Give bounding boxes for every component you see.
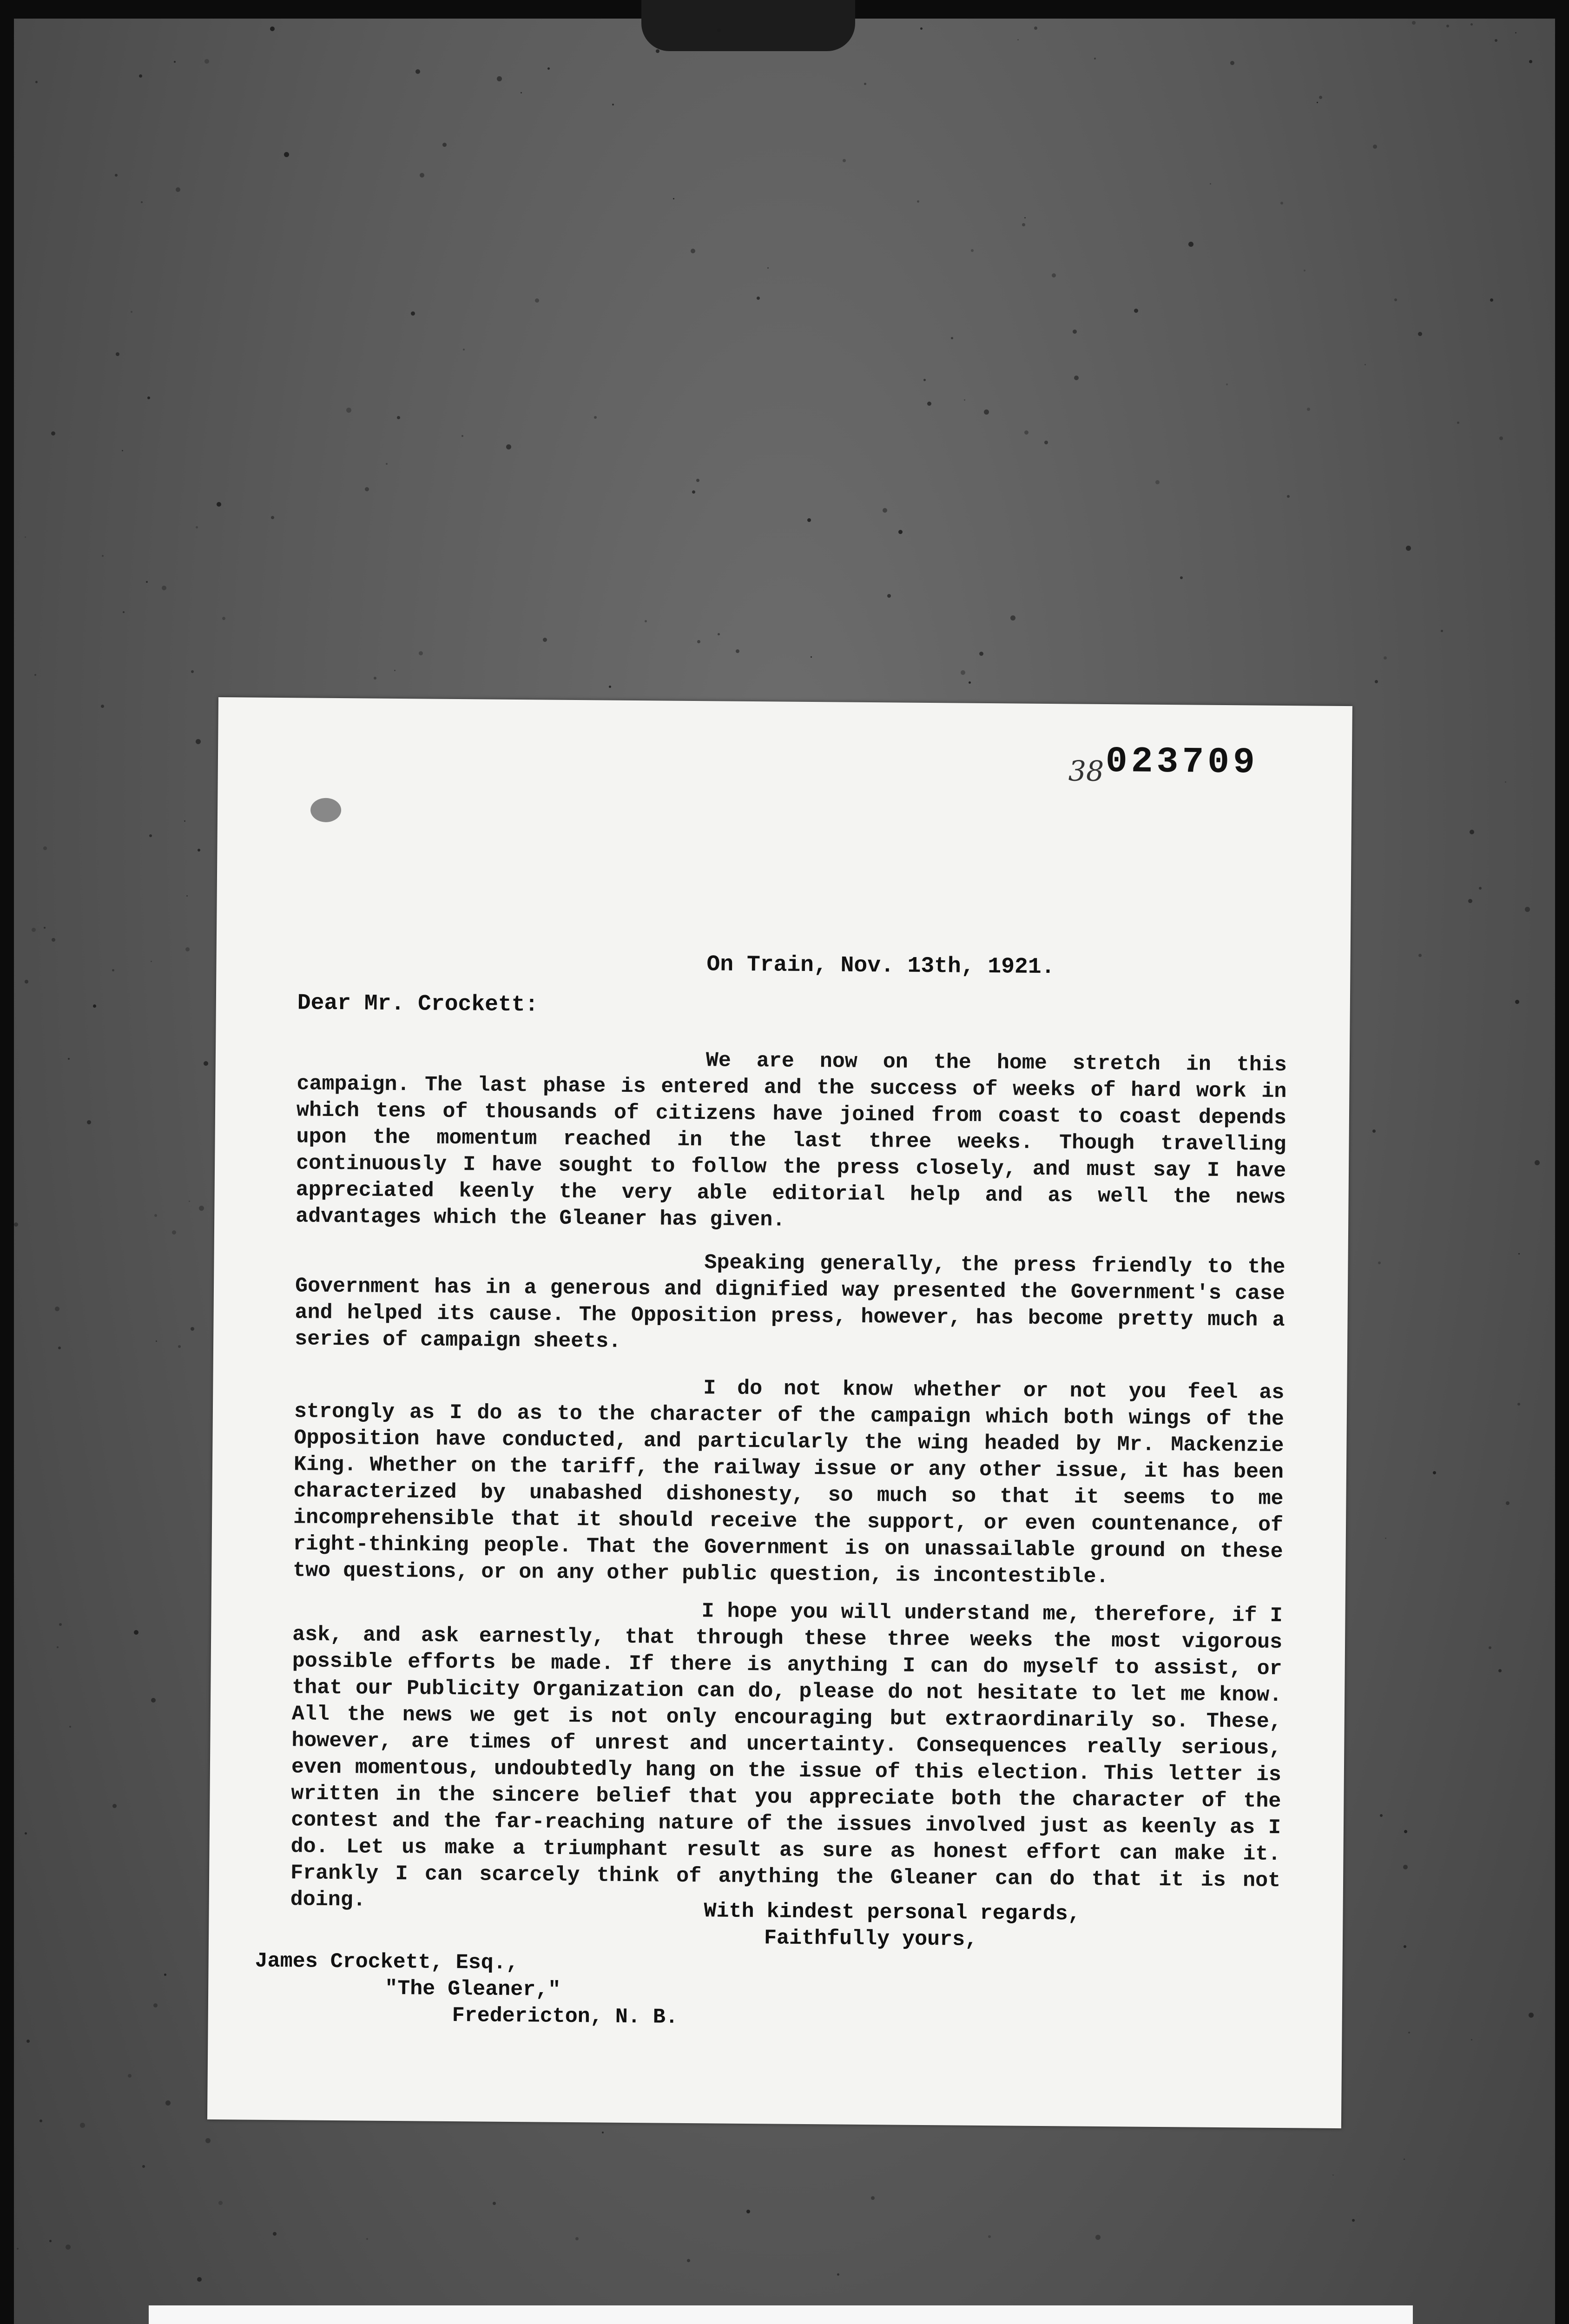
film-speck: [142, 2165, 145, 2168]
film-speck: [52, 938, 55, 942]
film-speck: [864, 83, 866, 85]
film-speck: [25, 1832, 27, 1835]
film-speck: [602, 2132, 604, 2133]
film-speck: [1479, 887, 1482, 890]
film-speck: [1506, 1501, 1510, 1505]
letter-paragraph: I hope you will understand me, therefore, if I ask, and ask earnestly, that through these three weeks the most vigorous possible efforts be made. If there is anything I can do myself to assist, or that our Publicity Organization can do, please do not hesitate to let me know. All the news we get is not only encouraging but extraordinarily so. These, however, are times of unrest and uncertainty. Consequences really serious, even momentous, undoubtedly hang on the issue of this election. This letter is written in the sincere belief that you appreciate both the character of the contest and the far-reaching nature of the issues involved just as keenly as I do. Let us make a triumphant result as sure as honest effort can make it. Frankly I can scarcely think of anything the Gleaner can do that it is not doing.: [290, 1599, 1283, 1912]
film-speck: [1188, 242, 1193, 247]
film-speck: [656, 49, 659, 53]
film-speck: [1418, 954, 1422, 957]
film-speck: [1095, 2235, 1101, 2240]
film-speck: [1380, 1814, 1383, 1817]
film-speck: [1457, 422, 1459, 424]
film-speck: [147, 396, 150, 399]
film-speck: [543, 638, 547, 642]
film-speck: [1446, 25, 1449, 27]
film-speck: [1515, 32, 1516, 33]
film-speck: [1515, 1000, 1519, 1004]
film-speck: [197, 2277, 202, 2282]
film-speck: [1287, 495, 1290, 498]
film-speck: [205, 2138, 211, 2143]
film-speck: [186, 895, 188, 897]
film-speck: [174, 61, 176, 63]
film-speck: [673, 198, 674, 199]
film-speck: [697, 640, 700, 643]
film-speck: [1024, 430, 1028, 435]
film-speck: [1471, 2039, 1472, 2040]
film-speck: [1468, 899, 1472, 903]
film-speck: [718, 633, 720, 635]
film-speck: [1498, 1669, 1502, 1672]
film-speck: [979, 652, 983, 656]
film-speck: [153, 2003, 158, 2007]
film-speck: [609, 686, 611, 688]
film-speck: [40, 2119, 42, 2122]
film-speck: [164, 1974, 166, 1976]
film-speck: [767, 267, 769, 269]
film-speck: [1441, 630, 1443, 632]
film-speck: [397, 416, 400, 419]
film-speck: [149, 834, 152, 837]
film-speck: [1372, 1129, 1376, 1133]
film-speck: [1094, 58, 1096, 59]
film-speck: [1412, 21, 1416, 25]
film-speck: [222, 617, 225, 620]
film-speck: [176, 187, 180, 192]
film-speck: [696, 479, 699, 482]
film-speck: [969, 681, 971, 684]
film-speck: [80, 2123, 85, 2128]
film-speck: [535, 298, 539, 303]
film-speck: [17, 2248, 19, 2250]
film-speck: [101, 705, 104, 708]
film-speck: [25, 980, 28, 984]
film-speck: [178, 1345, 181, 1348]
closing-regards: With kindest personal regards,: [704, 1899, 1081, 1926]
film-speck: [506, 444, 511, 449]
film-speck: [59, 1623, 62, 1626]
film-speck: [612, 104, 614, 106]
film-speck: [102, 555, 104, 557]
letter-paragraph: Speaking generally, the press friendly to the Government has in a generous and dignified way presented the Government's case and helped its cause. The Opposition press, however, has become pretty much a series of campaign sheets.: [294, 1251, 1286, 1353]
film-speck: [1332, 2174, 1334, 2176]
film-speck: [645, 620, 647, 622]
film-speck: [66, 2245, 71, 2250]
film-speck: [44, 927, 46, 929]
film-speck: [156, 1340, 157, 1342]
film-speck: [1525, 907, 1530, 912]
film-speck: [151, 961, 152, 962]
film-speck: [270, 26, 275, 31]
film-speck: [463, 349, 465, 350]
film-speck: [69, 1726, 71, 1728]
film-speck: [1529, 2013, 1534, 2018]
film-speck: [35, 81, 38, 83]
film-speck: [1385, 1538, 1386, 1539]
handwritten-mark: 38: [1068, 755, 1104, 788]
film-speck: [923, 379, 926, 381]
film-speck: [366, 2238, 368, 2240]
film-speck: [1406, 546, 1411, 551]
film-speck: [34, 674, 36, 676]
film-speck: [811, 656, 812, 658]
film-speck: [1307, 408, 1310, 411]
film-speck: [123, 611, 125, 613]
film-speck: [883, 508, 887, 513]
film-speck: [151, 1698, 156, 1703]
letter-sheet: [207, 697, 1352, 2128]
film-speck: [1404, 1830, 1407, 1833]
film-speck: [134, 1630, 138, 1635]
film-speck: [116, 352, 119, 356]
film-right-edge: [1555, 0, 1569, 2324]
signoff: Faithfully yours,: [764, 1926, 978, 1952]
film-speck: [871, 2196, 875, 2200]
film-speck: [920, 27, 923, 30]
film-speck: [807, 518, 811, 522]
document-number: 023709: [1105, 741, 1259, 784]
film-speck: [1073, 330, 1077, 334]
letter-paragraph: We are now on the home stretch in this campaign. The last phase is entered and the success of weeks of hard work in which tens of thousands of citizens have joined from coast to coast depends upon the momentum reached in the last three weeks. Though travelling continuously I have sought to follow the press closely, and must say I have appreciated keenly the very able editorial help and as well the news advantages which the Gleaner has given.: [296, 1049, 1287, 1232]
film-speck: [1408, 2032, 1410, 2034]
film-speck: [691, 249, 695, 253]
film-speck: [185, 947, 190, 951]
film-speck: [365, 487, 369, 491]
film-speck: [887, 594, 891, 598]
film-speck: [199, 1206, 204, 1211]
film-speck: [55, 1307, 59, 1311]
film-speck: [204, 59, 209, 64]
film-speck: [1134, 309, 1138, 313]
film-speck: [1505, 781, 1506, 783]
film-speck: [284, 152, 289, 157]
film-speck: [146, 581, 148, 583]
film-speck: [198, 849, 200, 852]
film-speck: [1490, 298, 1493, 302]
film-speck: [1319, 96, 1322, 99]
recipient-city: Fredericton, N. B.: [452, 2004, 679, 2029]
film-speck: [984, 409, 989, 415]
film-speck: [26, 2040, 30, 2043]
film-speck: [1418, 332, 1422, 336]
film-speck: [1404, 1945, 1406, 1948]
film-speck: [1226, 383, 1228, 385]
dateline: On Train, Nov. 13th, 1921.: [706, 952, 1055, 980]
film-speck: [218, 2201, 223, 2205]
film-speck: [917, 200, 919, 203]
film-speck: [1280, 202, 1283, 205]
recipient-name: James Crockett, Esq.,: [255, 1949, 519, 1975]
film-speck: [394, 670, 396, 671]
film-speck: [139, 74, 142, 78]
film-speck: [1034, 26, 1037, 30]
film-speck: [1155, 480, 1160, 484]
film-speck: [1403, 1865, 1408, 1869]
film-speck: [115, 174, 118, 177]
film-speck: [57, 1646, 59, 1648]
film-speck: [1394, 298, 1397, 301]
film-speck: [1044, 441, 1048, 444]
film-speck: [25, 536, 26, 538]
film-speck: [717, 28, 721, 32]
film-speck: [497, 76, 502, 81]
film-speck: [898, 530, 903, 534]
film-speck: [87, 1120, 91, 1124]
film-speck: [191, 1327, 194, 1331]
film-speck: [493, 2202, 496, 2205]
film-speck: [442, 143, 447, 147]
film-speck: [141, 201, 143, 203]
film-speck: [1210, 183, 1211, 185]
film-speck: [1384, 656, 1387, 660]
film-speck: [273, 2232, 277, 2236]
film-speck: [1373, 145, 1377, 149]
film-speck: [196, 526, 198, 528]
film-speck: [43, 846, 47, 850]
film-speck: [1365, 364, 1366, 365]
film-speck: [951, 337, 953, 339]
film-speck: [184, 820, 185, 822]
film-speck: [93, 1004, 96, 1008]
film-speck: [49, 2240, 52, 2242]
film-speck: [1495, 39, 1497, 42]
film-speck: [172, 1230, 176, 1235]
film-speck: [14, 1222, 18, 1227]
film-speck: [1378, 1261, 1381, 1264]
film-speck: [165, 2100, 171, 2106]
film-speck: [547, 67, 550, 70]
film-speck: [1470, 830, 1474, 834]
film-speck: [1489, 1646, 1491, 1649]
film-speck: [196, 739, 201, 744]
film-speck: [128, 2074, 132, 2078]
film-speck: [1304, 270, 1305, 271]
film-speck: [927, 402, 931, 406]
film-speck: [415, 69, 420, 74]
film-speck: [1518, 1253, 1520, 1254]
film-speck: [692, 490, 695, 494]
film-speck: [1529, 60, 1532, 63]
film-speck: [1074, 376, 1079, 380]
recipient-paper: "The Gleaner,": [384, 1976, 561, 2002]
film-speck: [687, 2259, 690, 2262]
film-speck: [1180, 576, 1183, 579]
film-speck: [68, 1058, 70, 1060]
film-speck: [1024, 217, 1026, 218]
film-speck: [736, 649, 739, 653]
film-speck: [419, 651, 423, 655]
film-speck: [757, 297, 760, 300]
film-speck: [1470, 23, 1473, 26]
film-speck: [374, 677, 376, 680]
film-speck: [112, 969, 114, 971]
film-speck: [154, 1214, 157, 1217]
film-speck: [122, 450, 123, 451]
film-speck: [411, 311, 415, 316]
film-speck: [988, 2235, 991, 2238]
film-speck: [1433, 1471, 1436, 1474]
film-speck: [386, 463, 388, 465]
film-speck: [112, 1804, 117, 1808]
film-speck: [1352, 2219, 1355, 2222]
film-speck: [461, 435, 463, 437]
film-speck: [131, 311, 132, 313]
film-speck: [1517, 1403, 1520, 1406]
salutation: Dear Mr. Crockett:: [297, 990, 539, 1018]
film-speck: [191, 670, 194, 673]
film-speck: [575, 2237, 579, 2240]
film-speck: [1375, 680, 1378, 683]
film-speck: [1317, 102, 1318, 103]
film-speck: [189, 1201, 190, 1202]
film-speck: [162, 586, 166, 590]
film-speck: [271, 516, 274, 519]
film-speck: [843, 159, 846, 162]
film-speck: [964, 399, 965, 401]
film-speck: [217, 502, 221, 507]
film-speck: [837, 2273, 839, 2276]
film-speck: [346, 408, 351, 413]
film-speck: [1022, 223, 1025, 226]
film-speck: [594, 416, 597, 419]
film-speck: [1499, 436, 1503, 440]
film-speck: [51, 431, 55, 436]
film-speck: [971, 249, 974, 252]
letter-paragraph: I do not know whether or not you feel as strongly as I do as to the character of the campaign which both wings of the Opposition have conducted, and particularly the wing headed by Mr. Mackenzie King. Whether on the tariff, the railway issue or any other issue, it has been characterized by unabashed dishonesty, so much so that it seems to me incomprehensible that it should receive the support, or even countenance, of right-thinking people. That the Government is on unassailable ground on these two questions, or on any other public question, is incontestible.: [293, 1376, 1285, 1589]
punch-hole: [310, 798, 341, 823]
film-speck: [58, 1347, 61, 1349]
film-speck: [521, 92, 522, 93]
film-speck: [1052, 273, 1056, 277]
film-speck: [1535, 1160, 1540, 1165]
film-speck: [1017, 39, 1019, 40]
film-speck: [961, 670, 965, 675]
archive-card: [149, 2305, 1413, 2324]
film-speck: [1230, 61, 1234, 65]
film-speck: [420, 173, 424, 178]
film-speck: [1010, 615, 1015, 621]
film-speck: [1404, 2159, 1405, 2160]
film-speck: [32, 928, 36, 932]
film-speck: [204, 1061, 208, 1066]
binder-clip: [641, 0, 855, 51]
film-left-edge: [0, 0, 14, 2324]
film-speck: [746, 2210, 750, 2213]
